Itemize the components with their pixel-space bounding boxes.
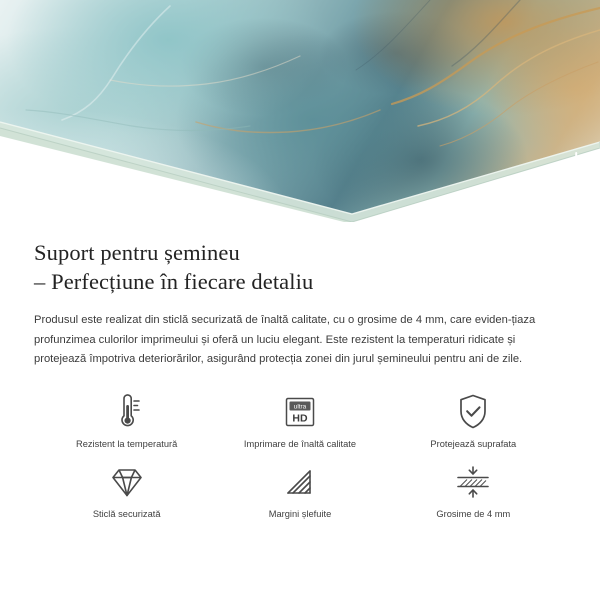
thermometer-icon	[110, 390, 144, 434]
feature-item-polished-edges	[213, 460, 386, 520]
feature-item-tempered-glass	[40, 460, 213, 520]
text-content	[0, 222, 600, 520]
marble-gold-veins	[0, 0, 600, 222]
feature-item-surface-protection	[387, 390, 560, 450]
feature-item-temperature	[40, 390, 213, 450]
description-paragraph: Produsul este realizat din sticlă securizată de înaltă calitate, cu o grosime de 4 mm, care eviden-țiaza profunzimea culorilor imprimeului și oferă un luciu elegant. Este rezistent la temperaturi ridicate și protejează împotriva deteriorărilor, asigurând protecția zonei din jurul șemineului pentru ani de zile.	[34, 314, 536, 365]
page-title	[34, 238, 566, 296]
svg-text:ultra: ultra	[293, 403, 307, 411]
polished-edges-icon	[280, 460, 320, 504]
page-title-line1: Suport pentru șemineu	[34, 240, 240, 265]
feature-label: Protejează suprafata	[430, 438, 517, 449]
feature-label: Margini șlefuite	[268, 508, 332, 519]
feature-label: Rezistent la temperatură	[76, 438, 178, 449]
glass-panel-surface	[0, 0, 600, 222]
hero-image	[0, 0, 600, 222]
page-title-line2: – Perfecțiune în fiecare detaliu	[34, 269, 314, 294]
feature-grid	[34, 390, 566, 520]
diamond-icon	[106, 460, 148, 504]
feature-item-thickness	[387, 460, 560, 520]
thickness-4mm-icon	[451, 460, 495, 504]
shield-check-icon	[454, 390, 492, 434]
feature-label: Imprimare de înaltă calitate	[243, 438, 357, 449]
sparkle-icon	[538, 170, 564, 196]
feature-label: Grosime de 4 mm	[436, 508, 511, 519]
feature-item-print-quality	[213, 390, 386, 450]
ultra-hd-icon	[280, 390, 320, 434]
svg-text:HD: HD	[292, 412, 308, 425]
feature-label: Sticlă securizată	[92, 508, 161, 519]
